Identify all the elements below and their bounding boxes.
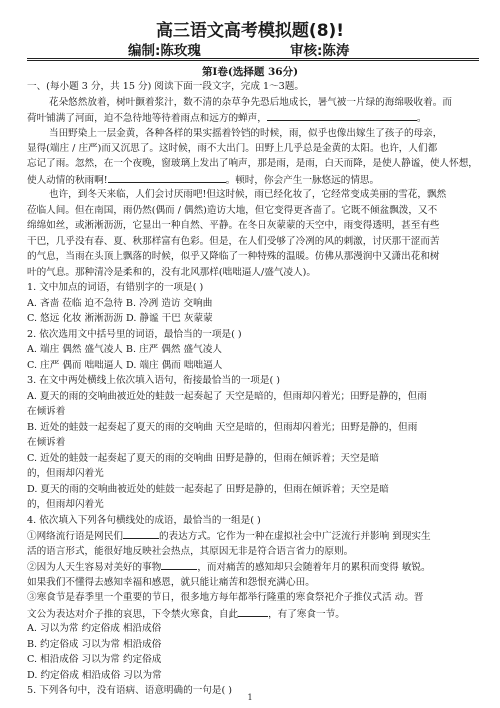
question-option: B. 近处的蛙鼓一起奏起了夏天的雨的交响曲 天空是暗的，但雨却闪着光；田野是静的，但雨 bbox=[27, 421, 418, 433]
passage-line: 使人动情的秋雨啊! 。顿时，你会产生一脉悠远的情思。 bbox=[27, 174, 380, 186]
question-1: 1. 文中加点的词语，有错别字的一项是( ) bbox=[27, 282, 204, 294]
question-2: 2. 依次选用文中括号里的词语，最恰当的一项是( ) bbox=[27, 328, 242, 340]
editor-name: 编制:陈玫瑰 bbox=[128, 43, 201, 59]
fill-blank bbox=[267, 111, 417, 121]
passage-line: 显得(端庄 / 庄严)而又沉思了。这时候，雨不大出门。田野上几乎总是金黄的太阳。也许，人们都 bbox=[27, 142, 438, 154]
question-option: A. 夏天的雨的交响曲被近处的蛙鼓一起奏起了 天空是暗的，但雨却闪着光；田野是静的，但雨 bbox=[27, 390, 427, 402]
passage-line: 莅临人间。但在南国，雨仍然(偶而 / 偶然)造访大地，但它变得更吝啬了。它既不倾盆飘泼，又不 bbox=[27, 204, 438, 216]
question-sentence: ①网络流行语是网民们 的表达方式。它作为一种在虚拟社会中广泛流行并影响 到现实生 bbox=[27, 531, 431, 543]
question-option: C. 近处的蛙鼓一起奏起了夏天的雨的交响曲 田野是静的，但雨在倾诉着；天空是暗 bbox=[27, 452, 379, 464]
section-heading: 第Ⅰ卷(选择题 36分) bbox=[201, 66, 299, 78]
fill-blank bbox=[123, 529, 159, 539]
question-sentence: ②因为人天生容易对美好的事物 ，而对痛苦的感知却只会随着年月的累积而变得 敏锐。 bbox=[27, 562, 431, 574]
passage-line: 当田野染上一层金黄，各种各样的果实摇着铃铛的时候，雨，似乎也像出嫁生了孩子的母亲， bbox=[49, 127, 443, 139]
passage-line: 荷叶铺满了河面，迫不急待地等待着雨点和远方的蝉声， 。 bbox=[27, 113, 427, 124]
passage-line: 绵绵如丝，或淅淅沥沥，它显出一种自然、平静。在冬日灰蒙蒙的天空中，雨变得透明，甚至有些 bbox=[27, 220, 440, 232]
question-option-cont: 在倾诉着 bbox=[27, 437, 66, 449]
reviewer-name: 审核:陈涛 bbox=[290, 43, 350, 59]
question-option: B. 约定俗成 习以为常 相沿成俗 bbox=[27, 638, 162, 650]
question-option: A. 吝啬 莅临 迫不急待 B. 冷冽 造访 交响曲 bbox=[27, 297, 213, 309]
passage-line: 干巴，几乎没有春、夏、秋那样富有色彩。但是，在人们受够了冷冽的风的刺激，讨厌那干涩而苦 bbox=[27, 235, 440, 247]
question-option: A. 习以为常 约定俗成 相沿成俗 bbox=[27, 623, 162, 635]
question-sentence: 如果我们不懂得去感知幸福和感恩，就只能让痛苦和怨恨充满心田。 bbox=[27, 576, 315, 588]
question-sentence: 活的语言形式，能很好地反映社会热点，其原因无非是符合语言省力的原则。 bbox=[27, 545, 354, 557]
passage-line: 也许，到冬天来临，人们会讨厌雨吧!但这时候，雨已经化妆了，它经常变成美丽的雪花，飘然 bbox=[49, 189, 447, 201]
question-option-cont: 在倾诉着 bbox=[27, 406, 66, 418]
question-option: C. 悠远 化妆 淅淅沥沥 D. 静谧 干巴 灰蒙蒙 bbox=[27, 313, 213, 325]
question-option-cont: 的，但雨却闪着光 bbox=[27, 499, 104, 511]
passage-line: 花朵悠然放着，树叶颤着浆汁，数不清的杂草争先恐后地成长，暑气被一片绿的海绵吸收着。而 bbox=[49, 96, 452, 108]
document-title: 高三语文高考模拟题(8)! bbox=[155, 21, 345, 41]
question-option-cont: 的，但雨却闪着光 bbox=[27, 468, 104, 480]
passage-line: 的气息，当雨在头顶上飘落的时候，似乎又降临了一种特殊的温暖。仿佛从那漫润中又潇出花和树 bbox=[27, 251, 440, 263]
question-option: C. 相沿成俗 习以为常 约定俗成 bbox=[27, 654, 162, 665]
header-rule-thin bbox=[27, 60, 479, 61]
fill-blank bbox=[161, 560, 197, 570]
question-3: 3. 在文中两处横线上依次填入语句，衔接最恰当的一项是( ) bbox=[27, 375, 280, 387]
header-rule bbox=[27, 58, 479, 59]
passage-line: 叶的气息。那种清冷是柔和的，没有北风那样(咄咄逼人/盛气凌人)。 bbox=[27, 266, 316, 278]
question-option: C. 庄严 偶而 咄咄逼人 D. 端庄 偶而 咄咄逼人 bbox=[27, 359, 223, 371]
question-sentence: ③寒食节是春季里一个重要的节日，很多地方每年都举行隆重的寒食祭祀介子推仪式活 动。晋 bbox=[27, 592, 424, 604]
fill-blank bbox=[108, 173, 226, 183]
question-option: D. 约定俗成 相沿成俗 习以为常 bbox=[27, 669, 162, 681]
question-sentence: 文公为表达对介子推的哀思，下令禁火寒食，自此 ，有了寒食一节。 bbox=[27, 608, 345, 620]
page-number: 1 bbox=[247, 693, 253, 702]
question-5: 5. 下列各句中，没有语病、语意明确的一句是( ) bbox=[27, 685, 233, 696]
question-option: D. 夏天的雨的交响曲被近处的蛙鼓一起奏起了 田野是静的，但雨在倾诉着；天空是暗 bbox=[27, 483, 389, 495]
fill-blank bbox=[238, 607, 268, 617]
question-group-intro: 一、(每小题 3 分，共 15 分) 阅读下面一段文字，完成 1～3题。 bbox=[27, 81, 304, 92]
question-option: A. 端庄 偶然 盛气凌人 B. 庄严 偶然 盛气凌人 bbox=[27, 344, 222, 356]
question-4: 4. 依次填入下列各句横线处的成语，最恰当的一组是( ) bbox=[27, 514, 261, 526]
passage-line: 忘记了雨。忽然，在一个夜晚，窗玻璃上发出了响声，那是雨，是雨，白天而降，是使人静谧，使人怀想， bbox=[27, 158, 478, 170]
